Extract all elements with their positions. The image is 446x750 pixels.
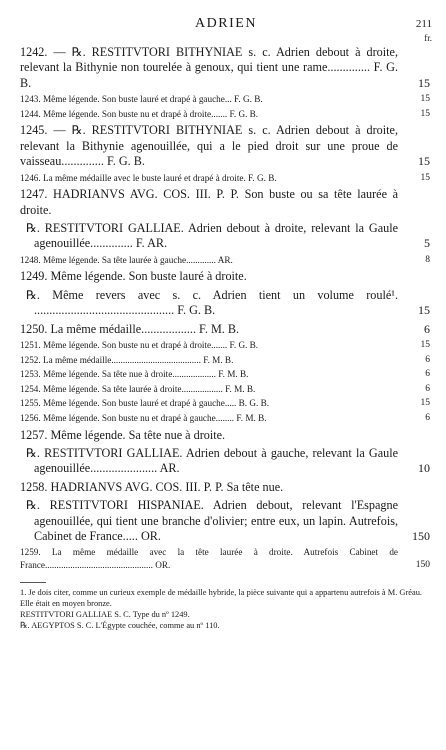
entry-price: 6 [425, 354, 430, 365]
catalogue-entry [20, 383, 432, 396]
column-label-francs: fr. [424, 33, 432, 43]
entry-price: 150 [415, 560, 430, 571]
entry-text: 1258. HADRIANVS AVG. COS. III. P. P. Sa tête nue. [20, 479, 284, 494]
footnote-rule [20, 582, 46, 583]
catalogue-entry [20, 368, 432, 381]
entry-price: 15 [420, 398, 430, 409]
catalogue-entry [20, 446, 432, 477]
running-title: ADRIEN [195, 16, 257, 31]
entry-text: 1257. Même légende. Sa tête nue à droite. [20, 427, 226, 442]
catalogue-entry [20, 187, 432, 218]
catalogue-entry [20, 288, 432, 319]
entry-price: 6 [425, 383, 430, 394]
entry-text: 1254. Même légende. Sa tête laurée à droite.................. F. M. B. [20, 383, 256, 394]
catalogue-entry [20, 428, 432, 443]
catalogue-entry [20, 412, 432, 425]
entry-text: ℞. RESTITVTORI HISPANIAE. Adrien debout, relevant l'Espagne agenouillée, qui tient une branche d'olivier; entre eux, un lapin. Autrefois, Cabinet de France..... OR. [26, 498, 398, 544]
entry-price: 10 [418, 461, 430, 476]
entry-price: 150 [412, 529, 430, 544]
entry-text: 1246. La même médaille avec le buste lauré et drapé à droite. F. G. B. [20, 172, 277, 183]
entry-price: 6 [424, 321, 430, 336]
page-header [20, 12, 432, 42]
entry-price: 15 [420, 94, 430, 105]
entry-text: 1242. — ℞. RESTITVTORI BITHYNIAE s. c. Adrien debout à droite, relevant la Bithynie non tourelée à genoux, qui tient une rame.............. F. G. B. [20, 45, 398, 90]
catalogue-entry: ℞. RESTITVTORI GALLIAE. Adrien debout à droite, relevant la Gaule agenouillée.............. F. AR. 5 [26, 221, 430, 251]
entry-text: 1250. La même médaille.................. F. M. B. [20, 321, 240, 336]
catalogue-entries [20, 45, 432, 572]
entry-text: 1255. Même légende. Son buste lauré et drapé à gauche..... B. G. B. [20, 398, 270, 409]
entry-text: 1248. Même légende. Sa tête laurée à gauche............. AR. [20, 254, 233, 265]
footnote-text: ℞. AEGYPTOS S. C. L'Égypte couchée, comme au nº 110. [20, 620, 220, 630]
entry-text: 1249. Même légende. Son buste lauré à droite. [20, 269, 247, 284]
footnotes [20, 587, 432, 631]
entry-price: 15 [420, 172, 430, 183]
catalogue-entry [20, 322, 432, 337]
entry-text: 1245. — ℞. RESTITVTORI BITHYNIAE s. c. Adrien debout à droite, relevant la Bithynie agenouillée, qui a le pied droit sur une proue de vaisseau.............. F. G. B. [20, 123, 398, 169]
entry-text: ℞. RESTITVTORI GALLIAE. Adrien debout à gauche, relevant la Gaule agenouillée...................... AR. [26, 446, 398, 476]
entry-text: 1251. Même légende. Son buste nu et drapé à droite....... F. G. B. [20, 340, 259, 351]
catalogue-entry [20, 123, 432, 169]
entry-text: 1256. Même légende. Son buste nu et drapé à gauche........ F. M. B. [20, 413, 267, 424]
entry-text: ℞. Même revers avec s. c. Adrien tient un volume roulé¹. .............................................. F. G. B. [26, 287, 398, 318]
catalogue-entry [20, 498, 432, 544]
entry-price: 6 [425, 369, 430, 380]
catalogue-entry [20, 546, 432, 571]
catalogue-entry [20, 93, 432, 106]
footnote-text: RESTITVTORI GALLIAE S. C. Type du nº 1249. [20, 609, 190, 619]
entry-price: 15 [420, 340, 430, 351]
catalogue-entry [20, 480, 432, 495]
entry-text: 1243. Même légende. Son buste lauré et drapé à gauche... F. G. B. [20, 94, 263, 105]
entry-text: 1252. La même médaille....................................... F. M. B. [20, 354, 234, 365]
entry-price: 15 [420, 108, 430, 119]
catalogue-entry [20, 254, 432, 267]
catalogue-entry [20, 354, 432, 367]
footnote-text: 1. Je dois citer, comme un curieux exemple de médaille hybride, la pièce suivante qui a appartenu autrefois à M. Gréau. Elle était en moyen bronze. [20, 587, 422, 608]
entry-price: 15 [418, 154, 430, 169]
entry-price: 6 [425, 413, 430, 424]
catalogue-entry [20, 108, 432, 121]
entry-text: 1253. Même légende. Sa tête nue à droite................... F. M. B. [20, 369, 249, 380]
entry-text: 1244. Même légende. Son buste nu et drapé à droite....... F. G. B. [20, 108, 259, 119]
page-number: 211 [415, 18, 432, 30]
catalogue-entry [20, 397, 432, 410]
catalogue-entry [20, 269, 432, 284]
catalogue-entry [20, 172, 432, 185]
entry-text: ℞. RESTITVTORI GALLIAE. Adrien debout à droite, relevant la Gaule agenouillée.............. F. AR. [26, 221, 398, 251]
entry-text: 1259. La même médaille avec la tête laurée à droite. Autrefois Cabinet de France............................................... OR. [20, 547, 398, 571]
entry-price: 15 [418, 75, 430, 90]
entry-price: 15 [418, 303, 430, 318]
entry-price: 8 [425, 254, 430, 265]
entry-text: 1247. HADRIANVS AVG. COS. III. P. P. Son buste ou sa tête laurée à droite. [20, 187, 398, 217]
catalogue-entry [20, 45, 432, 91]
catalogue-entry [20, 339, 432, 352]
